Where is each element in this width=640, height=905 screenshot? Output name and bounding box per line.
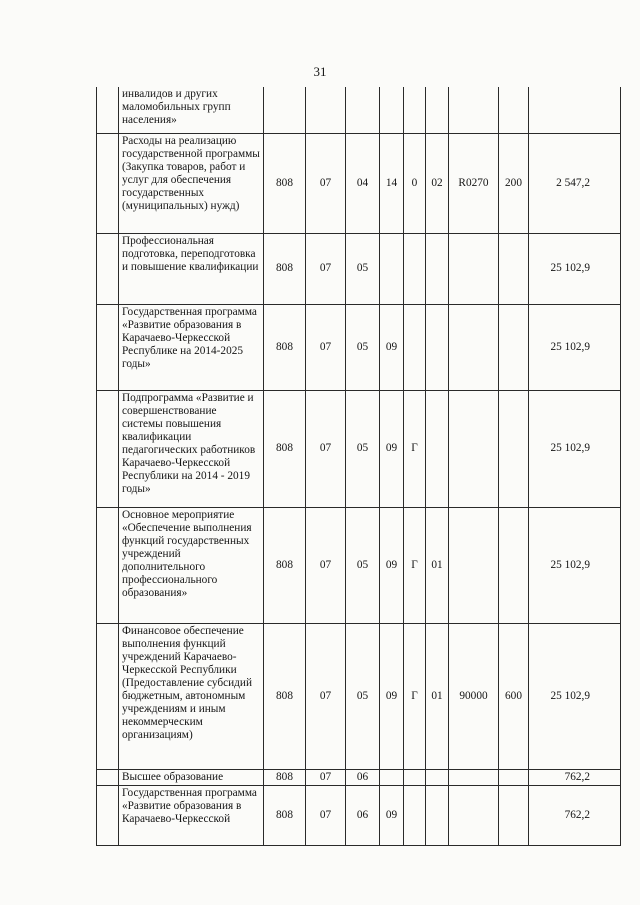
code-cell-c3: 05 bbox=[346, 507, 380, 623]
code-cell-c6 bbox=[426, 769, 449, 785]
amount-cell: 762,2 bbox=[529, 769, 621, 785]
code-cell-c4 bbox=[380, 769, 404, 785]
code-cell-c2: 07 bbox=[306, 233, 346, 304]
table-row bbox=[97, 623, 621, 769]
code-cell-c4: 09 bbox=[380, 304, 404, 390]
code-cell-c6: 02 bbox=[426, 133, 449, 233]
amount-cell: 2 547,2 bbox=[529, 133, 621, 233]
code-cell-c4: 09 bbox=[380, 390, 404, 507]
row-stub-cell bbox=[97, 785, 119, 845]
amount-cell: 25 102,9 bbox=[529, 390, 621, 507]
code-cell-c4: 09 bbox=[380, 507, 404, 623]
code-cell-c7 bbox=[449, 304, 499, 390]
row-stub-cell bbox=[97, 623, 119, 769]
code-cell-c3: 05 bbox=[346, 304, 380, 390]
code-cell-c4 bbox=[380, 233, 404, 304]
code-cell-c8 bbox=[499, 390, 529, 507]
code-cell-c5: 0 bbox=[404, 133, 426, 233]
code-cell-c6 bbox=[426, 390, 449, 507]
code-cell-c1: 808 bbox=[264, 785, 306, 845]
row-stub-cell bbox=[97, 390, 119, 507]
table-row bbox=[97, 390, 621, 507]
table-row bbox=[97, 233, 621, 304]
code-cell-c4 bbox=[380, 87, 404, 133]
code-cell-c1 bbox=[264, 87, 306, 133]
code-cell-c8 bbox=[499, 233, 529, 304]
amount-cell bbox=[529, 87, 621, 133]
row-name: Основное мероприятие «Обеспечение выполнения функций государственных учреждений дополнительного профессионального образования» bbox=[119, 507, 264, 623]
code-cell-c7 bbox=[449, 87, 499, 133]
code-cell-c7 bbox=[449, 769, 499, 785]
code-cell-c3: 06 bbox=[346, 769, 380, 785]
row-stub-cell bbox=[97, 769, 119, 785]
amount-cell: 25 102,9 bbox=[529, 304, 621, 390]
code-cell-c5 bbox=[404, 769, 426, 785]
code-cell-c5: Г bbox=[404, 390, 426, 507]
code-cell-c6 bbox=[426, 785, 449, 845]
code-cell-c1: 808 bbox=[264, 507, 306, 623]
code-cell-c3: 05 bbox=[346, 390, 380, 507]
table-row bbox=[97, 133, 621, 233]
code-cell-c8 bbox=[499, 87, 529, 133]
code-cell-c3: 05 bbox=[346, 233, 380, 304]
code-cell-c5 bbox=[404, 87, 426, 133]
code-cell-c8 bbox=[499, 785, 529, 845]
row-stub-cell bbox=[97, 133, 119, 233]
code-cell-c8: 200 bbox=[499, 133, 529, 233]
code-cell-c8 bbox=[499, 769, 529, 785]
code-cell-c2 bbox=[306, 87, 346, 133]
table-row bbox=[97, 304, 621, 390]
code-cell-c7: R0270 bbox=[449, 133, 499, 233]
code-cell-c2: 07 bbox=[306, 507, 346, 623]
code-cell-c4: 14 bbox=[380, 133, 404, 233]
amount-cell: 25 102,9 bbox=[529, 233, 621, 304]
code-cell-c5 bbox=[404, 785, 426, 845]
code-cell-c4: 09 bbox=[380, 785, 404, 845]
code-cell-c1: 808 bbox=[264, 769, 306, 785]
code-cell-c7 bbox=[449, 390, 499, 507]
row-stub-cell bbox=[97, 304, 119, 390]
code-cell-c5 bbox=[404, 304, 426, 390]
code-cell-c8: 600 bbox=[499, 623, 529, 769]
code-cell-c7 bbox=[449, 785, 499, 845]
code-cell-c5 bbox=[404, 233, 426, 304]
code-cell-c4: 09 bbox=[380, 623, 404, 769]
code-cell-c2: 07 bbox=[306, 785, 346, 845]
code-cell-c1: 808 bbox=[264, 623, 306, 769]
code-cell-c5: Г bbox=[404, 507, 426, 623]
code-cell-c6: 01 bbox=[426, 623, 449, 769]
code-cell-c1: 808 bbox=[264, 390, 306, 507]
code-cell-c6 bbox=[426, 304, 449, 390]
code-cell-c2: 07 bbox=[306, 304, 346, 390]
budget-table bbox=[96, 87, 621, 846]
table-row bbox=[97, 769, 621, 785]
code-cell-c6: 01 bbox=[426, 507, 449, 623]
code-cell-c3: 04 bbox=[346, 133, 380, 233]
code-cell-c1: 808 bbox=[264, 233, 306, 304]
row-stub-cell bbox=[97, 233, 119, 304]
code-cell-c3: 05 bbox=[346, 623, 380, 769]
row-name: Высшее образование bbox=[119, 769, 264, 785]
table-row bbox=[97, 87, 621, 133]
code-cell-c6 bbox=[426, 233, 449, 304]
code-cell-c2: 07 bbox=[306, 623, 346, 769]
row-name: Финансовое обеспечение выполнения функций учреждений Карачаево-Черкесской Республики (Предоставление субсидий бюджетным, автономным учреждениям и иным некоммерческим организациям) bbox=[119, 623, 264, 769]
code-cell-c3 bbox=[346, 87, 380, 133]
code-cell-c2: 07 bbox=[306, 390, 346, 507]
table-row bbox=[97, 507, 621, 623]
row-stub-cell bbox=[97, 87, 119, 133]
page-number: 31 bbox=[313, 64, 327, 79]
row-name: Расходы на реализацию государственной программы (Закупка товаров, работ и услуг для обеспечения государственных (муниципальных) нужд) bbox=[119, 133, 264, 233]
row-name: Профессиональная подготовка, переподготовка и повышение квалификации bbox=[119, 233, 264, 304]
row-name: Государственная программа «Развитие образования в Карачаево-Черкесской Республике на 2014-2025 годы» bbox=[119, 304, 264, 390]
code-cell-c7 bbox=[449, 233, 499, 304]
table-row bbox=[97, 785, 621, 845]
code-cell-c2: 07 bbox=[306, 133, 346, 233]
code-cell-c7 bbox=[449, 507, 499, 623]
code-cell-c1: 808 bbox=[264, 304, 306, 390]
code-cell-c3: 06 bbox=[346, 785, 380, 845]
row-name: инвалидов и других маломобильных групп населения» bbox=[119, 87, 264, 133]
row-name: Подпрограмма «Развитие и совершенствование системы повышения квалификации педагогических работников Карачаево-Черкесской Республики на 2014 - 2019 годы» bbox=[119, 390, 264, 507]
code-cell-c8 bbox=[499, 304, 529, 390]
code-cell-c5: Г bbox=[404, 623, 426, 769]
row-stub-cell bbox=[97, 507, 119, 623]
amount-cell: 25 102,9 bbox=[529, 623, 621, 769]
code-cell-c7: 90000 bbox=[449, 623, 499, 769]
amount-cell: 25 102,9 bbox=[529, 507, 621, 623]
code-cell-c6 bbox=[426, 87, 449, 133]
amount-cell: 762,2 bbox=[529, 785, 621, 845]
code-cell-c2: 07 bbox=[306, 769, 346, 785]
code-cell-c1: 808 bbox=[264, 133, 306, 233]
code-cell-c8 bbox=[499, 507, 529, 623]
row-name: Государственная программа «Развитие образования в Карачаево-Черкесской bbox=[119, 785, 264, 845]
